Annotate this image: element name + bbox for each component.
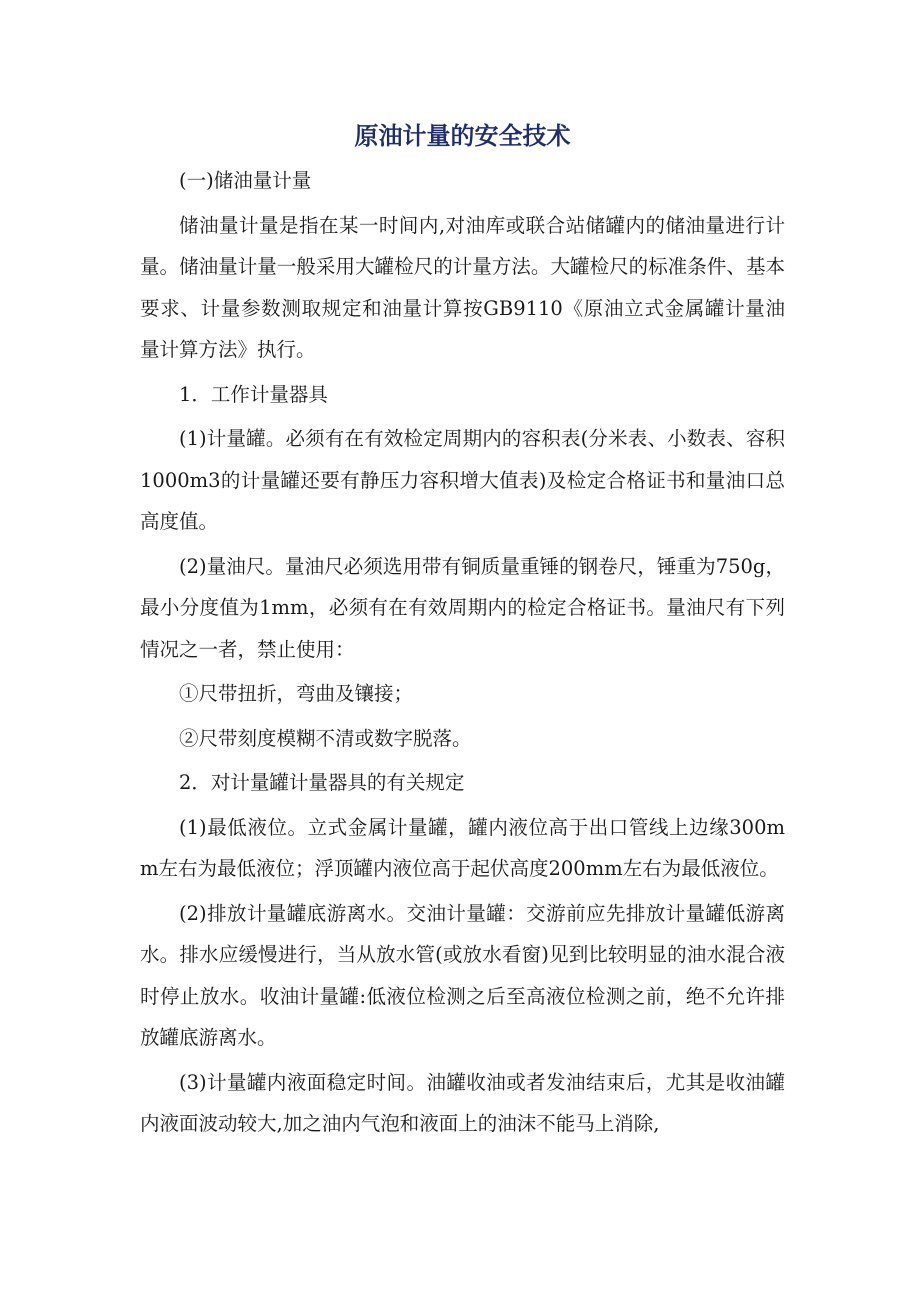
- list-item-tape-kinked: ①尺带扭折，弯曲及镶接；: [179, 682, 414, 705]
- subheading-working-instruments: 1．工作计量器具: [179, 382, 328, 406]
- paragraph-drain-free-water: (2)排放计量罐底游离水。交油计量罐：交游前应先排放计量罐低游离水。排水应缓慢进行，当从放水管(或放水看窗)见到比较明显的油水混合液时停止放水。收油计量罐:低液位检测之后至高液位检测之前，绝不允许排放罐底游离水。: [140, 901, 785, 1049]
- paragraph-metering-tank: (1)计量罐。必须有在有效检定周期内的容积表(分米表、小数表、容积1000m3的计量罐还要有静压力容积增大值表)及检定合格证书和量油口总高度值。: [140, 427, 785, 533]
- list-item-tape-illegible: ②尺带刻度模糊不清或数字脱落。: [179, 726, 472, 750]
- paragraph-settling-time: (3)计量罐内液面稳定时间。油罐收油或者发油结束后，尤其是收油罐内液面波动较大,加之油内气泡和液面上的油沫不能马上消除,: [140, 1070, 785, 1135]
- paragraph-storage-definition: 储油量计量是指在某一时间内,对油库或联合站储罐内的储油量进行计量。储油量计量一般采用大罐检尺的计量方法。大罐检尺的标准条件、基本要求、计量参数测取规定和油量计算按GB9110《原油立式金属罐计量油量计算方法》执行。: [140, 213, 785, 361]
- subheading-tank-regulations: 2．对计量罐计量器具的有关规定: [179, 771, 465, 794]
- paragraph-dipping-tape: (2)量油尺。量油尺必须选用带有铜质量重锤的钢卷尺，锤重为750g，最小分度值为1mm，必须有在有效周期内的检定合格证书。量油尺有下列情况之一者，禁止使用：: [140, 554, 785, 661]
- section-heading-storage: (一)储油量计量: [179, 169, 312, 192]
- document-title: 原油计量的安全技术: [354, 122, 571, 150]
- document-page: [140, 118, 785, 1145]
- paragraph-minimum-level: (1)最低液位。立式金属计量罐，罐内液位高于出口管线上边缘300mm左右为最低液位；浮顶罐内液位高于起伏高度200mm左右为最低液位。: [140, 815, 785, 880]
